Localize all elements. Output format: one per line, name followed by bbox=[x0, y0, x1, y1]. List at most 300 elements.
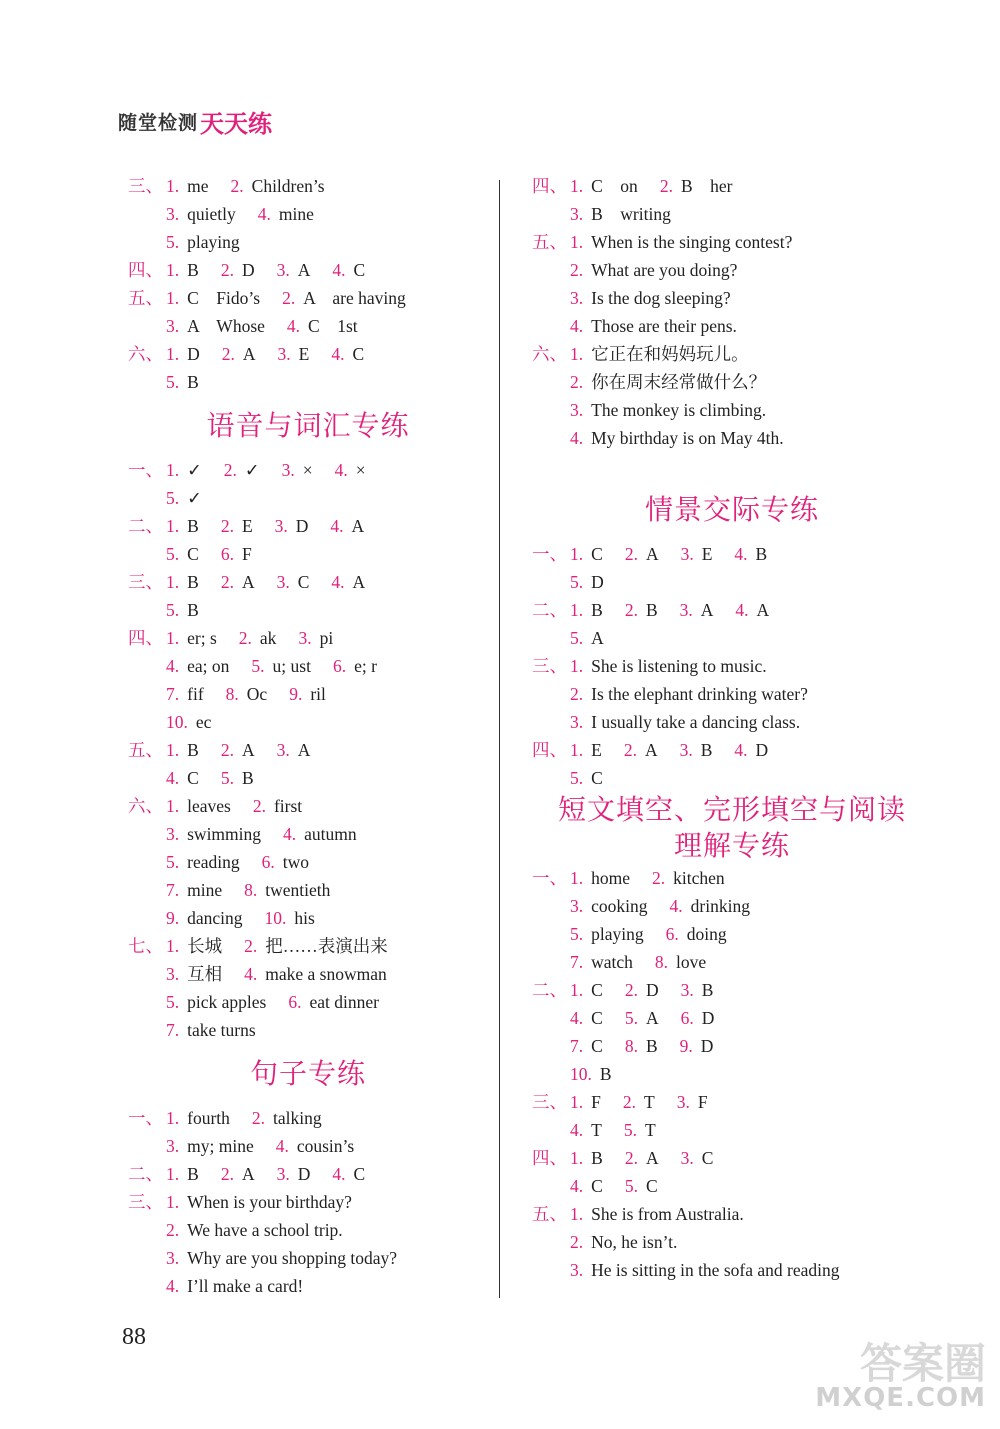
answer-item bbox=[277, 568, 310, 596]
item-number: 4. bbox=[570, 428, 584, 448]
item-answer: No, he isn’t. bbox=[591, 1232, 678, 1252]
item-number: 2. bbox=[220, 1164, 234, 1184]
item-number: 9. bbox=[166, 908, 180, 928]
watermark-url: MXQE.COM bbox=[815, 1383, 986, 1413]
item-number: 2. bbox=[244, 936, 258, 956]
item-answer: A bbox=[645, 1008, 659, 1028]
item-answer: B bbox=[187, 572, 199, 592]
item-answer: C bbox=[353, 1164, 366, 1184]
answer-row bbox=[128, 680, 488, 708]
item-number: 3. bbox=[277, 344, 291, 364]
answer-item bbox=[331, 340, 364, 368]
answer-item bbox=[166, 340, 200, 368]
item-number: 5. bbox=[166, 488, 180, 508]
answer-item bbox=[287, 312, 358, 340]
item-answer: 它正在和妈妈玩儿。 bbox=[591, 344, 749, 364]
answer-item bbox=[166, 312, 265, 340]
watermark-logo bbox=[806, 1331, 986, 1423]
item-number: 8. bbox=[244, 880, 258, 900]
question-group-label: 三、 bbox=[532, 656, 567, 676]
answer-item bbox=[331, 568, 365, 596]
item-answer: me bbox=[187, 176, 209, 196]
item-number: 2. bbox=[220, 572, 234, 592]
answer-row bbox=[532, 1144, 932, 1172]
item-number: 1. bbox=[570, 176, 584, 196]
question-group-label: 一、 bbox=[532, 868, 567, 888]
answer-item bbox=[570, 1088, 601, 1116]
item-answer: ril bbox=[310, 684, 326, 704]
answer-item bbox=[265, 904, 315, 932]
item-answer: Why are you shopping today? bbox=[187, 1248, 398, 1268]
item-answer: C bbox=[591, 1176, 603, 1196]
answer-row bbox=[128, 596, 488, 624]
question-group-label: 四、 bbox=[532, 740, 567, 760]
answer-item bbox=[625, 976, 659, 1004]
item-answer: C bbox=[591, 768, 603, 788]
answer-item bbox=[166, 540, 199, 568]
answer-item bbox=[166, 284, 260, 312]
item-answer: E bbox=[298, 344, 310, 364]
item-answer: ✓ bbox=[187, 460, 202, 480]
question-group-label: 二、 bbox=[128, 516, 163, 536]
item-answer: A bbox=[644, 740, 658, 760]
item-answer: 你在周末经常做什么？ bbox=[591, 372, 767, 392]
answer-row bbox=[532, 680, 932, 708]
item-answer: C bbox=[591, 544, 603, 564]
answer-row bbox=[532, 1004, 932, 1032]
item-number: 2. bbox=[624, 544, 638, 564]
answer-item bbox=[221, 540, 252, 568]
answer-row bbox=[532, 1088, 932, 1116]
item-number: 6. bbox=[332, 656, 347, 676]
answer-item bbox=[625, 1172, 658, 1200]
answer-row bbox=[532, 920, 932, 948]
item-answer: take turns bbox=[187, 1020, 256, 1040]
answer-item bbox=[570, 1256, 839, 1284]
answer-item bbox=[332, 1160, 365, 1188]
item-number: 2. bbox=[220, 516, 234, 536]
item-number: 2. bbox=[570, 1232, 584, 1252]
item-number: 1. bbox=[570, 232, 584, 252]
answer-row bbox=[128, 1216, 488, 1244]
item-number: 9. bbox=[679, 1036, 693, 1056]
item-answer: When is the singing contest? bbox=[591, 232, 793, 252]
answer-item bbox=[681, 1144, 714, 1172]
item-number: 4. bbox=[283, 824, 297, 844]
item-answer: Is the dog sleeping? bbox=[591, 288, 731, 308]
item-answer: kitchen bbox=[673, 868, 725, 888]
item-answer: B bbox=[187, 600, 199, 620]
answer-item bbox=[221, 1160, 255, 1188]
answer-item bbox=[166, 484, 202, 512]
answer-item bbox=[570, 396, 766, 424]
answer-item bbox=[166, 988, 266, 1016]
answer-item bbox=[332, 256, 365, 284]
answer-item bbox=[275, 512, 309, 540]
item-number: 2. bbox=[238, 628, 252, 648]
answer-row bbox=[532, 764, 932, 792]
item-number: 2. bbox=[624, 600, 638, 620]
item-number: 1. bbox=[570, 656, 584, 676]
item-answer: fourth bbox=[187, 1108, 230, 1128]
answer-item bbox=[258, 200, 314, 228]
item-number: 1. bbox=[166, 260, 180, 280]
item-number: 2. bbox=[220, 260, 234, 280]
answer-item bbox=[224, 456, 260, 484]
answer-item bbox=[277, 256, 311, 284]
question-group-label: 二、 bbox=[532, 980, 567, 1000]
item-answer: twentieth bbox=[265, 880, 331, 900]
item-number: 2. bbox=[622, 1092, 636, 1112]
answer-row bbox=[128, 540, 488, 568]
item-answer: drinking bbox=[690, 896, 750, 916]
answer-item bbox=[166, 764, 199, 792]
item-number: 1. bbox=[570, 344, 584, 364]
item-answer: cousin’s bbox=[296, 1136, 355, 1156]
item-answer: D bbox=[645, 980, 659, 1000]
item-answer: T bbox=[644, 1120, 656, 1140]
answer-item bbox=[570, 284, 731, 312]
item-number: 3. bbox=[166, 964, 180, 984]
answer-item bbox=[570, 892, 648, 920]
answer-row bbox=[532, 736, 932, 764]
question-group-label: 一、 bbox=[128, 460, 163, 480]
item-number: 3. bbox=[166, 824, 180, 844]
item-answer: C Fido’s bbox=[187, 288, 261, 308]
item-number: 3. bbox=[680, 1148, 694, 1168]
item-answer: F bbox=[591, 1092, 601, 1112]
item-number: 3. bbox=[281, 460, 295, 480]
answer-item bbox=[166, 1272, 303, 1300]
item-number: 6. bbox=[288, 992, 302, 1012]
answer-item bbox=[570, 1032, 603, 1060]
answer-row bbox=[532, 340, 932, 368]
item-number: 3. bbox=[276, 740, 290, 760]
item-answer: pick apples bbox=[187, 992, 267, 1012]
answer-row bbox=[532, 948, 932, 976]
answer-item bbox=[282, 284, 406, 312]
answer-row bbox=[128, 256, 488, 284]
item-number: 4. bbox=[570, 1176, 584, 1196]
answer-item bbox=[570, 920, 644, 948]
item-answer: A bbox=[297, 260, 311, 280]
item-number: 4. bbox=[166, 1276, 180, 1296]
item-number: 2. bbox=[570, 372, 584, 392]
item-number: 3. bbox=[276, 260, 290, 280]
item-answer: A bbox=[241, 572, 255, 592]
item-answer: ak bbox=[259, 628, 277, 648]
answer-row bbox=[128, 1188, 488, 1216]
answer-item bbox=[166, 596, 199, 624]
item-number: 10. bbox=[166, 712, 188, 732]
item-number: 5. bbox=[251, 656, 265, 676]
answer-item bbox=[166, 200, 236, 228]
answer-row bbox=[128, 960, 488, 988]
item-answer: C bbox=[701, 1148, 714, 1168]
item-number: 3. bbox=[679, 600, 693, 620]
item-answer: B bbox=[241, 768, 254, 788]
item-number: 1. bbox=[166, 628, 180, 648]
item-answer: A bbox=[241, 740, 255, 760]
item-answer: B bbox=[591, 1148, 603, 1168]
question-group-label: 一、 bbox=[532, 544, 567, 564]
answer-item bbox=[677, 1088, 708, 1116]
question-group-label: 五、 bbox=[128, 740, 163, 760]
item-number: 3. bbox=[680, 980, 694, 1000]
answer-row bbox=[532, 1032, 932, 1060]
answer-item bbox=[166, 456, 202, 484]
question-group-label: 三、 bbox=[128, 572, 163, 592]
item-number: 5. bbox=[166, 992, 180, 1012]
item-number: 3. bbox=[570, 288, 584, 308]
item-answer: E bbox=[591, 740, 602, 760]
answer-item bbox=[166, 256, 199, 284]
answer-item bbox=[253, 792, 302, 820]
item-number: 3. bbox=[298, 628, 312, 648]
item-answer: A bbox=[756, 600, 770, 620]
answer-item bbox=[251, 652, 311, 680]
item-number: 8. bbox=[654, 952, 669, 972]
item-answer: playing bbox=[187, 232, 240, 252]
item-number: 3. bbox=[680, 544, 694, 564]
item-answer: 长城 bbox=[187, 936, 223, 956]
answer-row bbox=[128, 568, 488, 596]
item-number: 4. bbox=[275, 1136, 289, 1156]
header-brand-accent: 天天练 bbox=[200, 110, 273, 138]
question-group-label: 二、 bbox=[128, 1164, 163, 1184]
item-answer: She is from Australia. bbox=[591, 1204, 744, 1224]
answer-item bbox=[570, 864, 630, 892]
answer-item bbox=[570, 652, 767, 680]
item-answer: eat dinner bbox=[309, 992, 379, 1012]
answer-item bbox=[222, 340, 256, 368]
item-number: 3. bbox=[676, 1092, 690, 1112]
answer-item bbox=[277, 736, 311, 764]
item-number: 2. bbox=[659, 176, 673, 196]
item-number: 1. bbox=[166, 1164, 180, 1184]
answer-item bbox=[166, 1244, 397, 1272]
right-column bbox=[532, 172, 932, 1284]
item-answer: C bbox=[187, 768, 199, 788]
answer-item bbox=[625, 540, 659, 568]
answer-item bbox=[283, 820, 357, 848]
answer-row bbox=[128, 284, 488, 312]
item-answer: What are you doing? bbox=[591, 260, 738, 280]
answer-row bbox=[128, 1272, 488, 1300]
item-answer: quietly bbox=[187, 204, 236, 224]
item-answer: B bbox=[187, 260, 199, 280]
answer-item bbox=[570, 1060, 612, 1088]
answer-item bbox=[166, 1132, 254, 1160]
answer-item bbox=[239, 624, 277, 652]
question-group-label: 六、 bbox=[128, 344, 163, 364]
item-number: 1. bbox=[570, 740, 584, 760]
question-group-label: 四、 bbox=[532, 1148, 567, 1168]
answer-item bbox=[221, 736, 255, 764]
answer-item bbox=[625, 1004, 659, 1032]
answer-item bbox=[288, 988, 379, 1016]
item-answer: B bbox=[187, 1164, 199, 1184]
question-group-label: 三、 bbox=[128, 1192, 163, 1212]
question-group-label: 五、 bbox=[128, 288, 163, 308]
spacer bbox=[532, 452, 932, 480]
answer-row bbox=[128, 904, 488, 932]
answer-row bbox=[532, 368, 932, 396]
answer-item bbox=[221, 512, 253, 540]
item-number: 6. bbox=[665, 924, 679, 944]
answer-row bbox=[532, 1060, 932, 1088]
answer-item bbox=[681, 540, 713, 568]
item-number: 2. bbox=[570, 684, 584, 704]
item-number: 4. bbox=[331, 572, 345, 592]
item-answer: ea; on bbox=[187, 656, 230, 676]
item-answer: My birthday is on May 4th. bbox=[591, 428, 784, 448]
answer-item bbox=[166, 172, 209, 200]
item-number: 2. bbox=[221, 344, 235, 364]
answer-item bbox=[166, 848, 240, 876]
answer-item bbox=[570, 596, 603, 624]
item-number: 10. bbox=[570, 1064, 592, 1084]
answer-item bbox=[680, 736, 713, 764]
item-answer: I’ll make a card! bbox=[187, 1276, 304, 1296]
answer-row bbox=[128, 876, 488, 904]
answer-row bbox=[532, 424, 932, 452]
item-number: 6. bbox=[220, 544, 234, 564]
answer-item bbox=[166, 368, 199, 396]
item-answer: C bbox=[297, 572, 310, 592]
item-answer: 互相 bbox=[187, 964, 223, 984]
item-number: 3. bbox=[166, 316, 180, 336]
question-group-label: 二、 bbox=[532, 600, 567, 620]
answer-item bbox=[570, 1144, 603, 1172]
answer-item bbox=[666, 920, 727, 948]
item-answer: D bbox=[241, 260, 255, 280]
item-answer: mine bbox=[278, 204, 314, 224]
item-answer: T bbox=[591, 1120, 602, 1140]
item-number: 5. bbox=[166, 372, 180, 392]
answer-item bbox=[735, 596, 769, 624]
answer-row bbox=[532, 708, 932, 736]
answer-item bbox=[570, 540, 603, 568]
item-answer: B bbox=[645, 600, 658, 620]
answer-row bbox=[128, 848, 488, 876]
answer-item bbox=[734, 736, 768, 764]
item-answer: B bbox=[701, 980, 714, 1000]
answer-item bbox=[166, 1160, 199, 1188]
question-group-label: 四、 bbox=[128, 628, 163, 648]
item-answer: e; r bbox=[354, 656, 377, 676]
item-number: 4. bbox=[244, 964, 258, 984]
answer-item bbox=[335, 456, 366, 484]
answer-item bbox=[570, 1200, 744, 1228]
question-group-label: 五、 bbox=[532, 232, 567, 252]
item-number: 2. bbox=[252, 796, 266, 816]
answer-row bbox=[532, 1200, 932, 1228]
answer-row bbox=[532, 312, 932, 340]
question-group-label: 五、 bbox=[532, 1204, 567, 1224]
book-header bbox=[118, 104, 272, 139]
item-answer: A bbox=[645, 544, 659, 564]
answer-item bbox=[570, 312, 737, 340]
item-number: 5. bbox=[166, 544, 180, 564]
answer-item bbox=[166, 820, 261, 848]
answer-item bbox=[166, 932, 222, 960]
item-answer: D bbox=[295, 516, 309, 536]
answer-row bbox=[128, 792, 488, 820]
item-number: 1. bbox=[166, 460, 180, 480]
answer-item bbox=[681, 1004, 715, 1032]
answer-item bbox=[570, 568, 604, 596]
answer-item bbox=[680, 1032, 714, 1060]
answer-item bbox=[655, 948, 706, 976]
item-number: 5. bbox=[570, 768, 584, 788]
question-group-label: 六、 bbox=[532, 344, 567, 364]
answer-row bbox=[128, 484, 488, 512]
item-number: 4. bbox=[332, 1164, 346, 1184]
item-answer: B writing bbox=[591, 204, 671, 224]
answer-item bbox=[282, 456, 313, 484]
answer-item bbox=[278, 340, 310, 368]
answer-item bbox=[570, 976, 603, 1004]
question-group-label: 六、 bbox=[128, 796, 163, 816]
item-answer: B bbox=[599, 1064, 612, 1084]
answer-item bbox=[226, 680, 268, 708]
item-answer: The monkey is climbing. bbox=[591, 400, 767, 420]
answer-item bbox=[680, 596, 714, 624]
item-number: 3. bbox=[570, 400, 584, 420]
item-number: 5. bbox=[570, 572, 584, 592]
answer-item bbox=[570, 340, 749, 368]
item-number: 1. bbox=[570, 980, 584, 1000]
item-answer: She is listening to music. bbox=[591, 656, 767, 676]
item-answer: fif bbox=[187, 684, 204, 704]
answer-row bbox=[128, 368, 488, 396]
item-answer: watch bbox=[591, 952, 633, 972]
answer-row bbox=[532, 284, 932, 312]
answer-item bbox=[166, 680, 204, 708]
answer-row bbox=[532, 172, 932, 200]
answer-item bbox=[333, 652, 377, 680]
answer-item bbox=[625, 1032, 658, 1060]
answer-item bbox=[166, 708, 211, 736]
item-number: 7. bbox=[166, 1020, 180, 1040]
answer-item bbox=[244, 932, 388, 960]
item-answer: D bbox=[297, 1164, 311, 1184]
answer-item bbox=[221, 764, 254, 792]
answer-row bbox=[128, 1104, 488, 1132]
item-number: 4. bbox=[734, 740, 748, 760]
item-number: 2. bbox=[282, 288, 296, 308]
item-answer: A bbox=[242, 344, 256, 364]
item-number: 1. bbox=[570, 544, 584, 564]
answer-row bbox=[532, 200, 932, 228]
item-answer: pi bbox=[319, 628, 334, 648]
item-answer: × bbox=[355, 460, 366, 480]
item-number: 1. bbox=[166, 288, 180, 308]
header-brand: 随堂检测 bbox=[118, 112, 199, 134]
answer-item bbox=[166, 652, 229, 680]
item-number: 2. bbox=[623, 740, 637, 760]
item-answer: cooking bbox=[591, 896, 648, 916]
item-number: 1. bbox=[166, 572, 180, 592]
answer-row bbox=[128, 340, 488, 368]
item-answer: dancing bbox=[187, 908, 243, 928]
item-answer: C bbox=[187, 544, 199, 564]
item-number: 3. bbox=[570, 204, 584, 224]
item-number: 4. bbox=[330, 516, 344, 536]
answer-item bbox=[624, 1116, 656, 1144]
answer-row bbox=[532, 1172, 932, 1200]
